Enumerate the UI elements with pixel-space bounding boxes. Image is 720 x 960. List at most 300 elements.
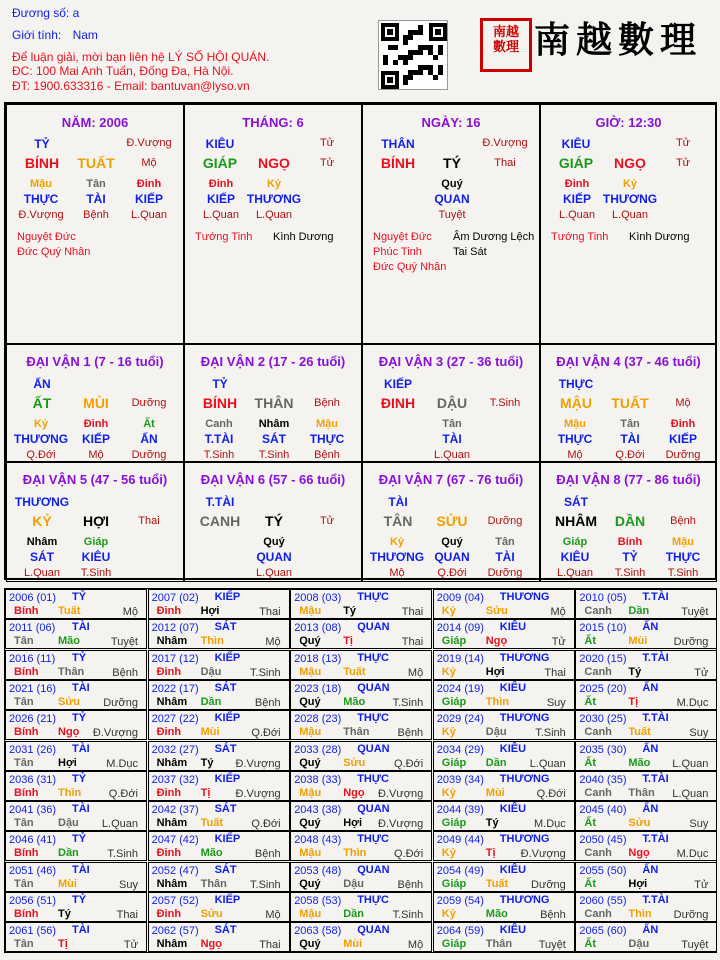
dai-van-chi: MÙI [83,395,109,411]
year-label: 2026 (21) [9,713,57,726]
dai-van-cell [540,344,717,462]
year-cell [148,589,290,619]
year-star: QUAN [357,863,390,876]
pillar-chi: TUẤT [77,155,115,171]
year-label: 2048 (43) [294,834,342,847]
year-star: QUAN [357,681,390,694]
year-cell [433,741,575,771]
year-cell [148,831,290,861]
dai-van-can: TÂN [383,513,413,529]
year-cell [5,892,147,922]
year-label: 2006 (01) [9,592,57,604]
dai-van-can: ĐINH [380,395,416,411]
dai-van-star: THƯƠNG [14,495,70,509]
year-can: Tân [14,756,34,769]
year-label: 2017 (12) [151,652,199,665]
year-star: SÁT [214,803,237,816]
pillar-star: KIÊU [561,137,591,151]
dai-van-title: ĐẠI VẬN 2 (17 - 26 tuổi) [200,354,346,369]
pillar-title: NGÀY: 16 [421,115,481,130]
year-can: Giáp [441,756,467,769]
year-phase: T.Sinh [107,848,138,861]
hidden-stem: Tân [86,178,106,190]
dai-van-phase: Dưỡng [131,397,167,409]
year-cell [148,710,290,740]
pillar-status: Đ.Vượng [126,137,172,149]
year-star: SÁT [214,742,237,755]
hidden-status: Mộ [567,449,583,461]
year-cell [148,892,290,922]
dai-van-can: ẤT [32,395,52,411]
god-left: Tướng Tinh [551,231,609,243]
year-label: 2031 (26) [9,743,57,756]
year-star: TỶ [72,833,87,846]
year-cell [575,710,717,740]
year-cell [290,589,432,619]
year-can: Nhâm [156,877,188,890]
hidden-status: L.Quan [558,209,596,221]
year-can: Canh [584,847,612,860]
year-label: 2018 (13) [294,652,342,665]
year-star: SÁT [214,863,237,876]
year-cell [575,741,717,771]
year-chi: Hợi [628,877,648,890]
hidden-stem: Đinh [136,178,162,190]
year-chi: Ngọ [58,726,80,739]
phone-email-line: ĐT: 1900.633316 - Email: bantuvan@lyso.vn [12,79,250,93]
hidden-status: T.Sinh [203,449,235,461]
year-label: 2058 (53) [294,895,342,907]
year-cell [290,771,432,801]
year-can: Nhâm [156,695,188,708]
hidden-star: THƯƠNG [369,550,425,564]
hidden-status: L.Quan [23,567,61,579]
year-cell [5,771,147,801]
year-chi: Thân [200,877,227,890]
hidden-star: TÀI [442,432,462,446]
dai-van-chi: THÂN [254,395,294,411]
year-cell [5,650,147,680]
year-can: Nhâm [156,635,188,648]
pillar-phase: Tử [675,157,691,169]
year-star: TỶ [72,712,87,725]
hidden-stem: Đinh [83,418,109,430]
year-label: 2019 (14) [436,652,484,665]
pillar-star: KIÊU [205,137,235,151]
year-phase: L.Quan [101,818,138,831]
pillar-can: GIÁP [202,155,238,171]
year-label: 2054 (49) [436,864,484,877]
year-label: 2035 (30) [579,743,627,756]
year-star: TỶ [72,894,87,906]
year-phase: Đ.Vượng [235,787,281,800]
hidden-star: THƯƠNG [13,432,69,446]
year-chi: Sửu [343,756,366,769]
year-can: Bính [14,847,39,860]
pillar-cell [184,104,362,344]
year-chi: Hợi [343,817,363,830]
year-phase: Dưỡng [103,696,138,709]
year-chi: Tuất [628,726,651,739]
year-label: 2039 (34) [436,773,484,786]
year-star: TÀI [72,863,90,876]
year-phase: Q.Đới [108,787,138,800]
pillar-chi: NGỌ [614,155,646,171]
year-chi: Hợi [200,605,220,617]
year-label: 2046 (41) [9,834,57,847]
year-phase: Dưỡng [531,878,566,891]
year-can: Canh [584,605,612,617]
hidden-status: Dưỡng [487,567,523,579]
year-chi: Mão [628,756,651,769]
hidden-star: KIẾP [206,192,236,206]
year-cell [148,650,290,680]
year-can: Canh [584,726,612,739]
year-label: 2055 (50) [579,864,627,877]
year-cell [575,892,717,922]
pillar-cell [362,104,540,344]
year-can: Giáp [441,817,467,830]
hidden-stem: Quý [441,536,463,548]
god-right: Tai Sát [453,246,487,258]
year-label: 2051 (46) [9,864,57,877]
year-phase: Tuyệt [681,606,709,618]
dai-van-star: THỰC [558,377,594,391]
year-can: Kỷ [441,786,456,799]
dai-van-chi: SỬU [436,513,468,529]
year-can: Đinh [156,726,182,739]
year-star: KIÊU [499,863,527,876]
year-star: THỰC [357,833,389,846]
year-cell [290,922,432,952]
hidden-stem: Kỷ [622,178,638,190]
dai-van-chi: HỢI [83,513,109,529]
pillar-chi: TÝ [443,155,461,171]
year-chi: Ngọ [343,786,365,799]
year-star: KIẾP [214,894,241,906]
year-cell [148,801,290,831]
owner-label: Đương số: [12,6,70,20]
hidden-star: QUAN [256,550,292,564]
dai-van-star: TÀI [388,495,408,509]
year-star: KIÊU [499,803,527,816]
dai-van-phase: Tử [319,515,335,527]
year-chi: Sửu [200,908,223,920]
year-chi: Ngọ [485,635,508,648]
hidden-status: Q.Đới [26,449,56,461]
year-can: Quý [299,877,321,890]
year-phase: Thai [401,606,424,618]
year-can: Nhâm [156,938,188,951]
year-chi: Tị [628,695,639,708]
god-right: Kình Dương [273,231,334,243]
hidden-stem: Quý [263,536,285,548]
pillar-phase: Thai [494,157,516,169]
pillar-status: Đ.Vượng [482,137,528,149]
year-chi: Thân [343,726,370,739]
year-label: 2016 (11) [9,652,56,665]
year-star: T.TÀI [642,894,669,906]
year-phase: Thai [544,666,566,679]
year-chi: Mão [200,847,223,860]
year-label: 2042 (37) [151,804,199,817]
god-right: Kình Dương [629,231,690,243]
header [0,0,720,100]
year-star: QUAN [357,924,390,937]
year-phase: Bệnh [397,727,424,740]
year-phase: M.Dục [676,696,709,709]
year-phase: L.Quan [529,757,566,770]
hidden-status: Dưỡng [665,449,701,461]
year-chi: Tuất [200,817,223,830]
dai-van-phase: Bệnh [314,397,340,409]
hidden-star: KIÊU [560,550,590,564]
year-chi: Thìn [343,847,367,860]
year-can: Bính [14,786,39,799]
year-can: Ất [584,695,596,708]
dai-van-title: ĐẠI VẬN 7 (67 - 76 tuổi) [378,472,524,487]
year-label: 2053 (48) [294,864,342,877]
pillar-status: Tử [319,137,335,149]
year-label: 2007 (02) [151,592,199,604]
year-star: THỰC [357,772,389,785]
year-can: Giáp [441,695,467,708]
year-phase: Suy [689,818,709,831]
hidden-status: T.Sinh [614,567,646,579]
year-phase: T.Sinh [250,878,281,891]
year-label: 2008 (03) [294,592,342,604]
year-can: Ất [584,635,596,648]
year-phase: Thai [116,909,138,921]
year-star: SÁT [214,681,237,694]
year-cell [148,741,290,771]
year-can: Mậu [299,605,322,617]
hidden-stem: Nhâm [26,536,58,548]
year-cell [148,680,290,710]
year-star: THƯƠNG [499,833,550,846]
hidden-star: KIẾP [562,192,592,206]
hidden-star: THỰC [557,432,593,446]
year-cell [575,801,717,831]
year-label: 2049 (44) [436,834,484,847]
year-cell [290,801,432,831]
hidden-status: T.Sinh [258,449,290,461]
dai-van-can: CANH [199,513,241,529]
year-chi: Sửu [58,695,81,708]
hidden-status: L.Quan [433,449,471,461]
dai-van-phase: Dưỡng [487,515,523,527]
year-can: Tân [14,877,34,890]
god-left: Phúc Tinh [373,246,422,258]
year-label: 2061 (56) [9,925,57,938]
brand-title: 南越數理 [534,19,703,61]
year-chi: Dậu [200,665,222,678]
year-chi: Dần [485,756,507,769]
year-cell [575,831,717,861]
year-cell [575,619,717,649]
year-can: Mậu [299,786,322,799]
year-label: 2037 (32) [151,773,199,786]
year-phase: M.Dục [106,757,138,770]
year-phase: L.Quan [672,787,709,800]
year-phase: T.Sinh [250,666,281,679]
hidden-stem: Giáp [83,536,109,548]
year-can: Đinh [156,847,182,860]
year-chi: Dậu [58,817,79,830]
year-star: ẤN [642,681,659,694]
year-star: THƯƠNG [499,712,550,725]
year-star: THƯƠNG [499,651,550,664]
hidden-status: L.Quan [255,209,293,221]
year-cell [290,619,432,649]
year-cell [433,619,575,649]
god-right: Âm Dương Lệch [453,231,535,243]
year-cell [433,801,575,831]
hidden-star: QUAN [434,192,470,206]
dai-van-can: BÍNH [202,395,238,411]
year-can: Đinh [156,665,182,678]
hidden-star: SÁT [262,432,286,446]
god-left: Đức Quý Nhân [373,261,447,273]
year-cell [5,680,147,710]
gender-value: Nam [72,28,98,42]
dai-van-title: ĐẠI VẬN 5 (47 - 56 tuổi) [22,472,168,487]
year-phase: Thai [401,636,424,649]
hidden-stem: Mậu [564,418,586,430]
hidden-stem: Mậu [30,178,52,190]
hidden-stem: Mậu [672,536,694,548]
god-left: Nguyệt Đức [373,231,432,243]
year-chi: Tý [58,908,71,920]
year-chi: Thân [58,665,85,678]
year-label: 2044 (39) [436,804,484,817]
year-label: 2014 (09) [436,622,484,635]
year-label: 2065 (60) [579,925,627,938]
year-label: 2020 (15) [579,652,627,665]
dai-van-can: NHÂM [555,513,597,529]
year-chi: Hợi [485,665,505,678]
year-phase: Bệnh [540,909,566,921]
year-cell [5,741,147,771]
year-can: Bính [14,605,39,617]
year-can: Ất [584,877,596,890]
year-star: KIẾP [214,833,241,846]
hidden-stem: Nhâm [258,418,290,430]
year-star: THỰC [357,894,389,906]
year-label: 2015 (10) [579,622,627,635]
year-label: 2052 (47) [151,864,199,877]
pillar-can: GIÁP [558,155,594,171]
hidden-stem: Đinh [670,418,696,430]
pillar-title: GIỜ: 12:30 [595,115,662,130]
year-can: Bính [14,726,39,739]
hidden-star: THƯƠNG [602,192,658,206]
pillar-title: NĂM: 2006 [61,115,129,130]
year-star: QUAN [357,803,390,816]
address-line: ĐC: 100 Mai Anh Tuấn, Đống Đa, Hà Nội. [12,64,234,78]
year-phase: Tử [694,878,709,891]
year-phase: Bệnh [397,878,424,891]
year-phase: Q.Đới [393,848,424,861]
hidden-status: L.Quan [130,209,168,221]
hidden-status: Q.Đới [615,449,645,461]
year-label: 2059 (54) [436,895,484,907]
hidden-star: T.TÀI [204,432,234,446]
year-cell [433,680,575,710]
year-phase: Đ.Vượng [235,757,281,770]
year-chi: Mùi [485,786,505,799]
year-star: T.TÀI [642,712,669,725]
year-chi: Tuất [58,605,81,617]
pillar-star: THÂN [381,137,415,151]
hidden-star: QUAN [434,550,470,564]
dai-van-phase: Bệnh [670,515,696,527]
year-phase: Tuyệt [110,636,138,649]
pillar-phase: Mộ [141,157,157,169]
hidden-status: Tuyệt [438,209,466,221]
year-phase: Q.Đới [393,757,424,770]
hidden-stem: Quý [441,178,463,190]
year-phase: Mộ [265,636,281,649]
year-chi: Mão [58,635,80,648]
year-can: Ất [584,938,596,951]
year-label: 2033 (28) [294,743,342,756]
year-chi: Mùi [343,938,363,951]
year-chi: Hợi [58,756,77,769]
year-star: KIẾP [214,772,241,785]
year-cell [290,680,432,710]
dai-van-title: ĐẠI VẬN 3 (27 - 36 tuổi) [378,354,524,369]
year-chi: Mùi [58,877,77,890]
chart-grid [4,102,717,580]
year-star: KIÊU [499,742,527,755]
pillar-cell [6,104,184,344]
year-star: ẤN [642,742,659,755]
hidden-star: TỶ [622,550,638,564]
hidden-star: THỰC [665,550,701,564]
year-cell [575,680,717,710]
year-star: T.TÀI [642,772,669,785]
year-cell [575,862,717,892]
year-label: 2023 (18) [294,682,342,695]
year-label: 2060 (55) [579,895,627,907]
hidden-star: THỰC [309,432,345,446]
year-label: 2027 (22) [151,713,199,726]
year-cell [290,710,432,740]
year-can: Quý [299,635,321,648]
year-cell [433,862,575,892]
year-label: 2040 (35) [579,773,627,786]
year-chi: Thân [485,938,513,951]
year-can: Tân [14,938,34,951]
year-phase: Tử [123,939,138,952]
dai-van-cell [540,462,717,582]
year-label: 2024 (19) [436,682,484,695]
qr-code-icon [378,20,448,90]
year-label: 2056 (51) [9,895,57,907]
year-phase: L.Quan [672,757,709,770]
year-label: 2036 (31) [9,773,57,786]
year-chi: Dậu [343,877,364,890]
year-cell [433,831,575,861]
dai-van-cell [362,344,540,462]
year-star: THỰC [357,651,389,664]
year-chi: Mùi [628,635,648,648]
year-star: TỶ [72,651,87,664]
year-cell [5,589,147,619]
year-phase: Mộ [407,939,424,952]
year-phase: Mộ [407,666,424,679]
